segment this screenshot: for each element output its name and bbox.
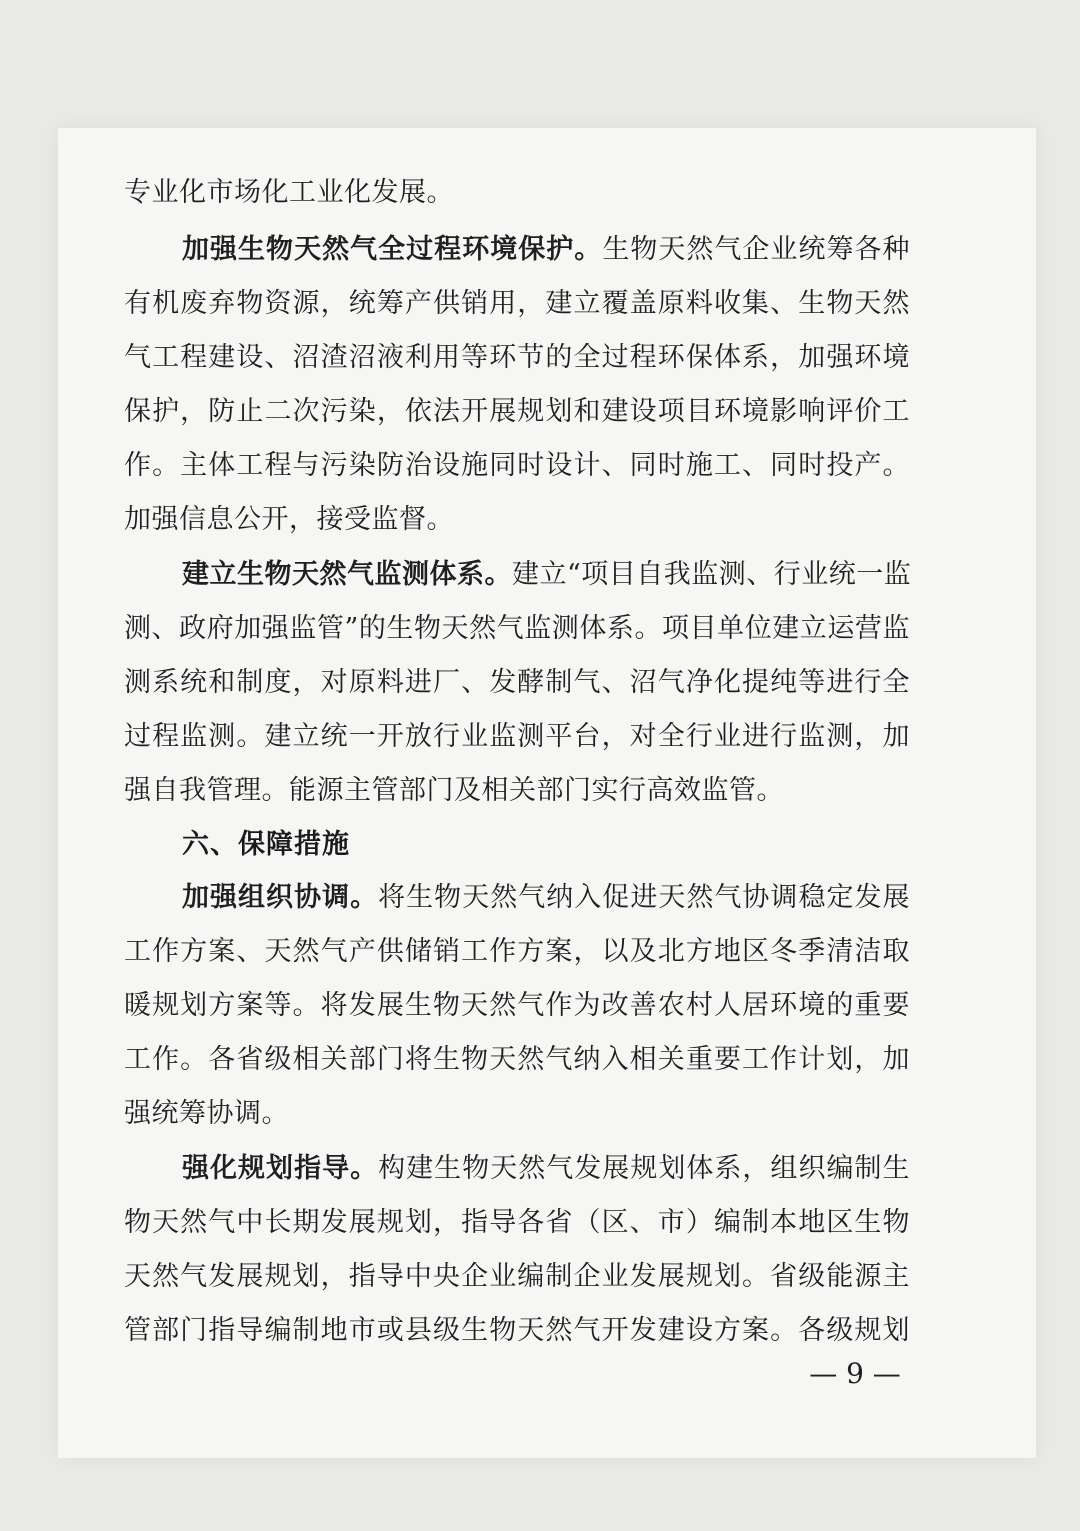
text-line: 暖规划方案等。将发展生物天然气作为改善农村人居环境的重要 bbox=[124, 990, 910, 1021]
text-line: 专业化市场化工业化发展。 bbox=[124, 177, 454, 208]
text-line: 工作。各省级相关部门将生物天然气纳入相关重要工作计划，加 bbox=[124, 1044, 910, 1075]
text-line: 强统筹协调。 bbox=[124, 1098, 289, 1129]
text-line: 加强信息公开，接受监督。 bbox=[124, 504, 454, 535]
text-line: 强自我管理。能源主管部门及相关部门实行高效监管。 bbox=[124, 775, 784, 806]
text-line: 过程监测。建立统一开放行业监测平台，对全行业进行监测，加 bbox=[124, 721, 910, 752]
text-line: 加强生物天然气全过程环境保护。生物天然气企业统筹各种 bbox=[182, 234, 911, 265]
text-line: 加强组织协调。将生物天然气纳入促进天然气协调稳定发展 bbox=[182, 882, 910, 913]
paragraph-lead: 加强组织协调。 bbox=[182, 882, 379, 913]
text-line: 气工程建设、沼渣沼液利用等环节的全过程环保体系，加强环境 bbox=[124, 342, 910, 373]
text-line: 测系统和制度，对原料进厂、发酵制气、沼气净化提纯等进行全 bbox=[124, 667, 910, 698]
text-line: 天然气发展规划，指导中央企业编制企业发展规划。省级能源主 bbox=[124, 1261, 910, 1292]
paragraph-lead: 加强生物天然气全过程环境保护。 bbox=[182, 234, 603, 265]
text-line: 工作方案、天然气产供储销工作方案，以及北方地区冬季清洁取 bbox=[124, 936, 910, 967]
page-number: — 9 — bbox=[809, 1357, 901, 1390]
text-line: 有机废弃物资源，统筹产供销用，建立覆盖原料收集、生物天然 bbox=[124, 288, 910, 319]
text-line: 保护，防止二次污染，依法开展规划和建设项目环境影响评价工 bbox=[124, 396, 910, 427]
text-line: 物天然气中长期发展规划，指导各省（区、市）编制本地区生物 bbox=[124, 1207, 910, 1238]
text-line: 建立生物天然气监测体系。建立“项目自我监测、行业统一监 bbox=[182, 559, 912, 590]
section-heading: 六、保障措施 bbox=[182, 829, 350, 860]
text-line: 强化规划指导。构建生物天然气发展规划体系，组织编制生 bbox=[182, 1153, 910, 1184]
paragraph-lead: 强化规划指导。 bbox=[182, 1153, 379, 1184]
paragraph-lead: 建立生物天然气监测体系。 bbox=[182, 559, 512, 590]
text-line: 测、政府加强监管”的生物天然气监测体系。项目单位建立运营监 bbox=[124, 613, 910, 644]
text-line: 管部门指导编制地市或县级生物天然气开发建设方案。各级规划 bbox=[124, 1315, 910, 1346]
text-line: 作。主体工程与污染防治设施同时设计、同时施工、同时投产。 bbox=[124, 450, 910, 481]
